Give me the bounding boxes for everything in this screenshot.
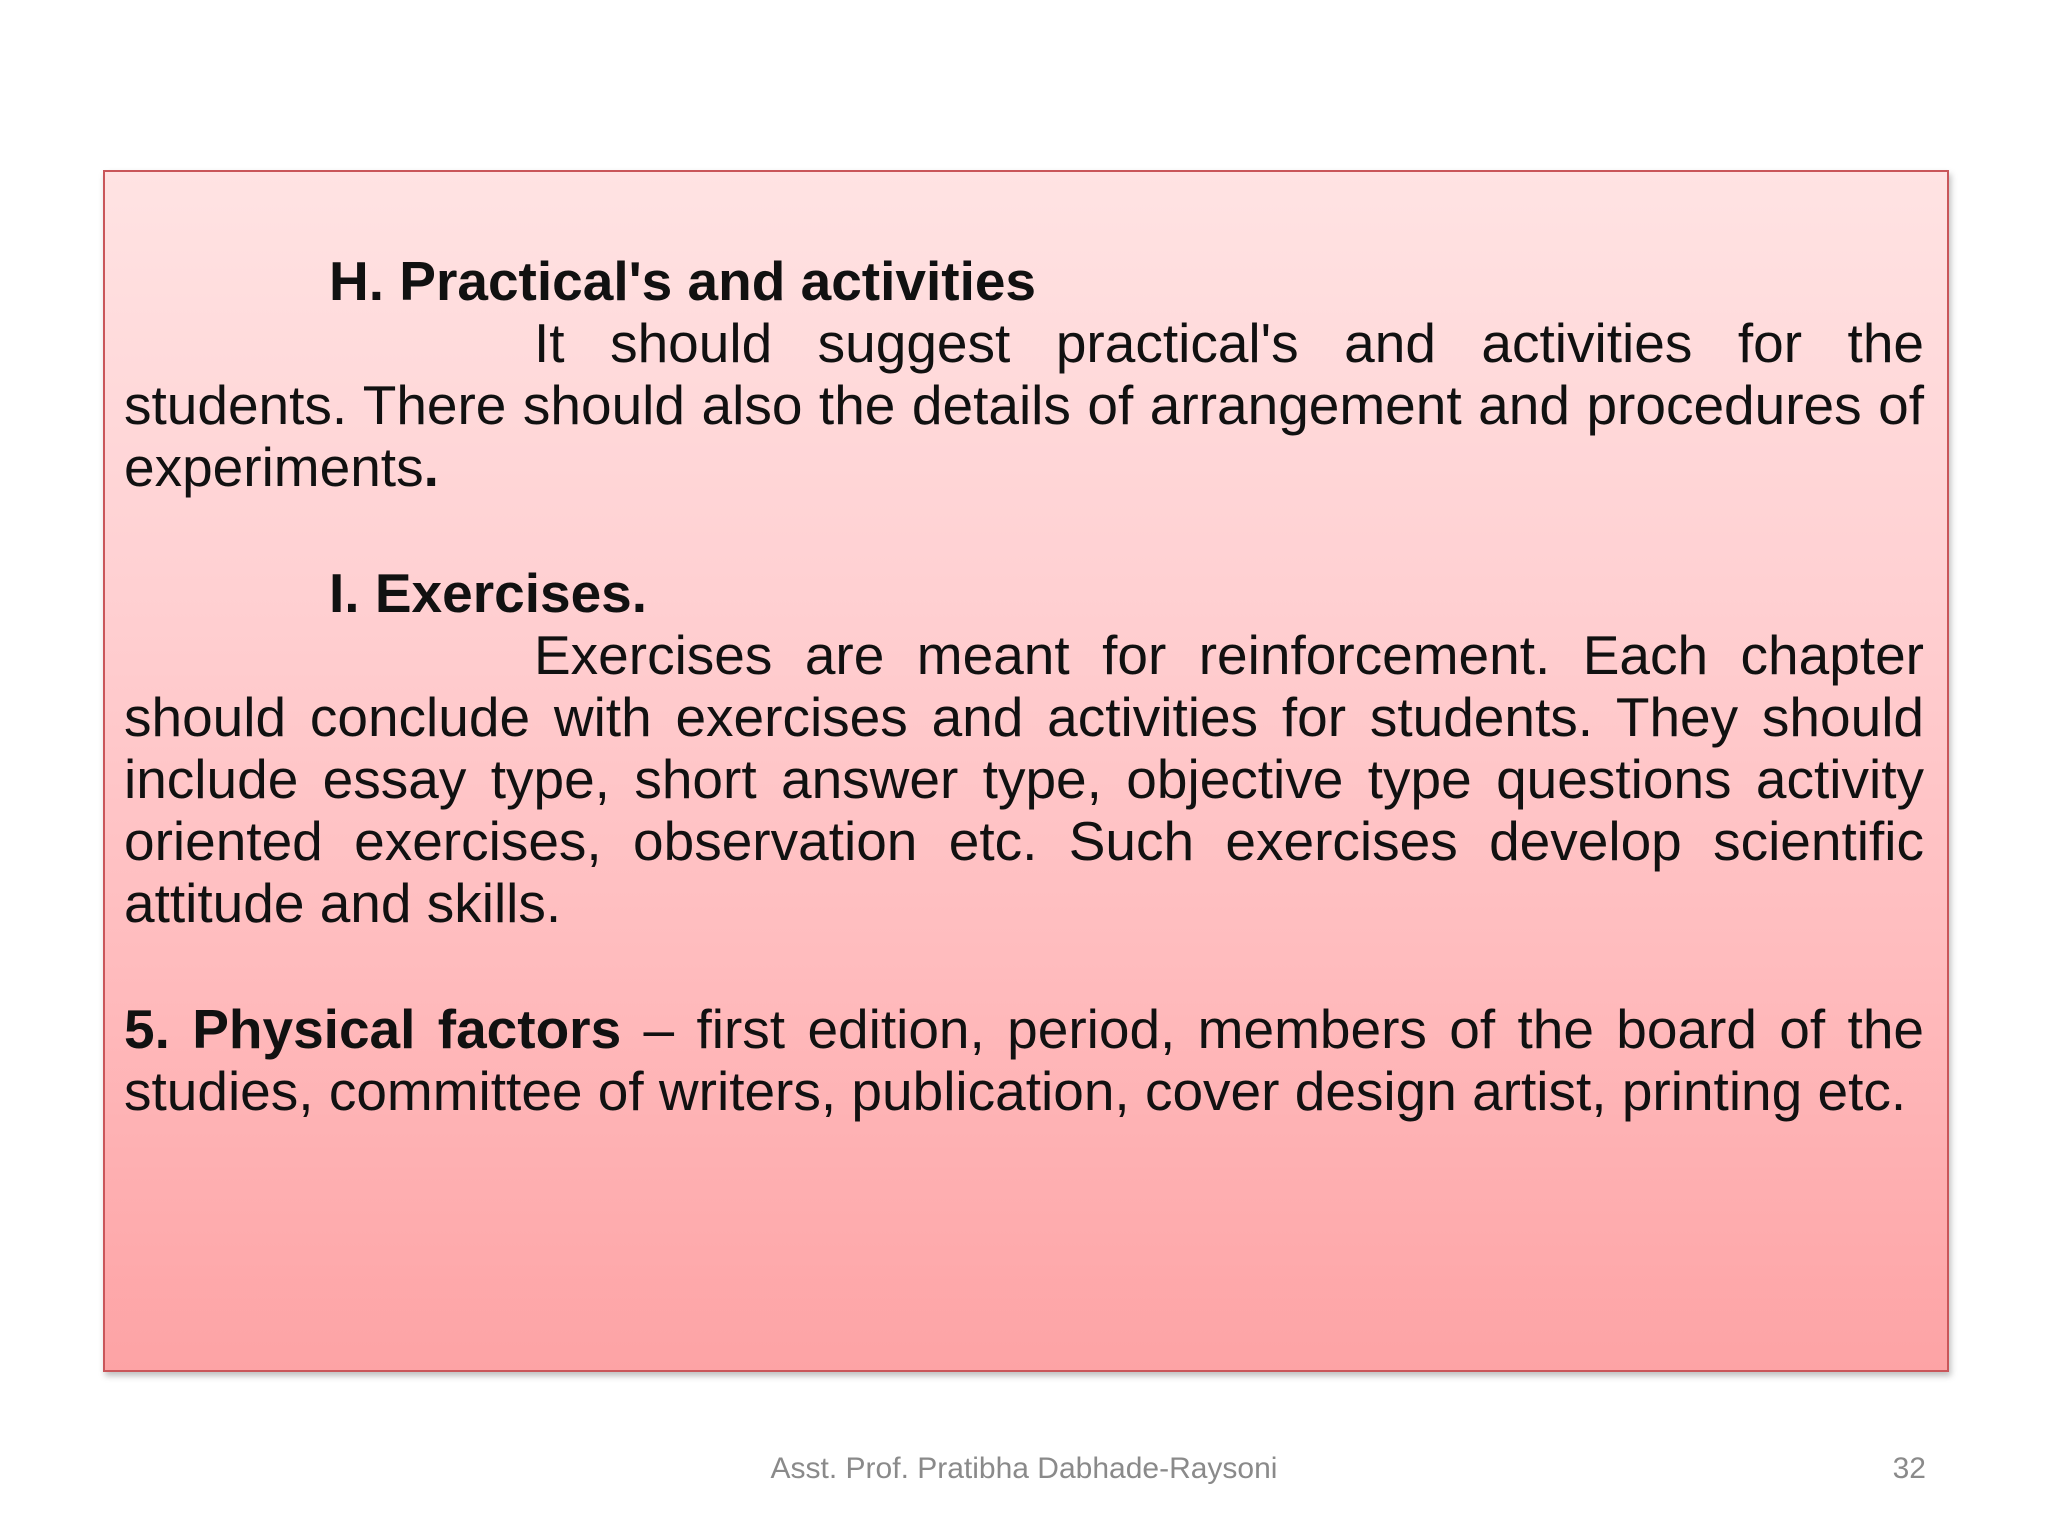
paragraph-practicals-text: It should suggest practical's and activities for the students. There should also the details of arrangement and procedures of experiments: [124, 312, 1924, 498]
spacer: [124, 934, 1924, 998]
paragraph-physical-factors: [124, 998, 1924, 1122]
physical-factors-label: 5. Physical factors: [124, 998, 622, 1060]
paragraph-practicals-period: .: [423, 436, 439, 498]
heading-exercises: I. Exercises.: [329, 562, 648, 624]
heading-practicals: H. Practical's and activities: [329, 250, 1037, 312]
spacer: [124, 498, 1924, 562]
slide-body: [124, 250, 1924, 1122]
paragraph-practicals: [124, 312, 1924, 498]
page-number: 32: [1892, 1452, 1926, 1485]
footer-author: Asst. Prof. Pratibha Dabhade-Raysoni: [770, 1452, 1278, 1485]
paragraph-exercises: Exercises are meant for reinforcement. Each chapter should conclude with exercises and activities for students. They should include essay type, short answer type, objective type questions activity oriented exercises, observation etc. Such exercises develop scientific attitude and skills.: [124, 624, 1924, 934]
physical-factors-text: – first edition, period, members of the board of the studies, committee of writers, publication, cover design artist, printing etc.: [124, 998, 1924, 1122]
